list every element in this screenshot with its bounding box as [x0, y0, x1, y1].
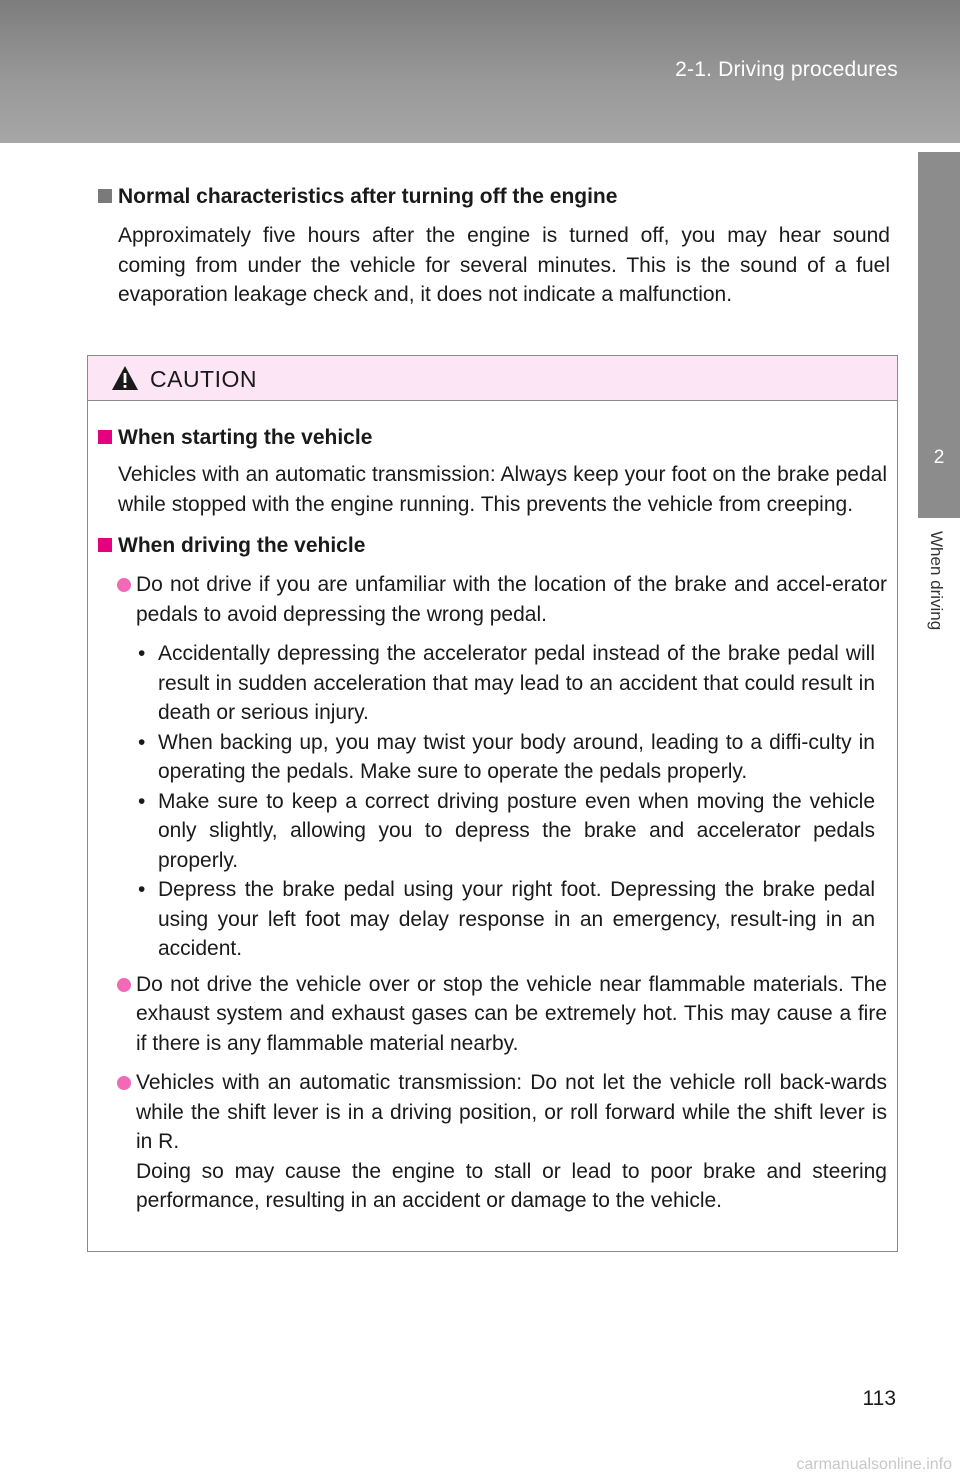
intro-text: Approximately five hours after the engine is turned off, you may hear sound coming from under the vehicle for several minutes. This is the sound of a fuel evaporation leakage check and, it does not indicate a malfunction. [118, 224, 890, 306]
caution-bullet-2: Do not drive the vehicle over or stop the vehicle near flammable materials. The exhaust system and exhaust gases can be extremely hot. This may cause a fire if there is any flammable material nearby. [98, 970, 887, 1059]
section-title: 2-1. Driving procedures [675, 58, 898, 81]
list-item: • Accidentally depressing the accelerator pedal instead of the brake pedal will result in sudden acceleration that may lead to an accident that could result in death or serious injury. [136, 639, 875, 728]
intro-section [98, 182, 890, 310]
warning-triangle-icon [111, 365, 139, 391]
caution-header [88, 356, 897, 401]
caution-bullet-3: Vehicles with an automatic transmission: Do not let the vehicle roll back-wards while the shift lever is in a driving position, or roll forward while the shift lever is in R. Doing so may cause the engine to stall or lead to poor brake and steering performance, resulting in an accident or damage to the vehicle. [98, 1068, 887, 1216]
page-header [0, 0, 960, 143]
square-bullet-icon [98, 189, 112, 203]
caution-heading-driving: When driving the vehicle [98, 531, 887, 560]
list-item: • Depress the brake pedal using your right foot. Depressing the brake pedal using your left foot may delay response in an emergency, result-ing in an accident. [136, 875, 875, 964]
chapter-label-container [918, 527, 960, 667]
watermark: carmanualsonline.info [796, 1456, 952, 1473]
caution-box [87, 355, 898, 1252]
list-item: • Make sure to keep a correct driving posture even when moving the vehicle only slightly, allowing you to depress the brake and accelerator pedals properly. [136, 787, 875, 876]
page-number: 113 [862, 1387, 896, 1410]
chapter-number: 2 [933, 447, 945, 468]
square-bullet-icon [98, 538, 112, 552]
circle-bullet-icon [117, 578, 131, 592]
caution-sub-list [136, 639, 887, 964]
chapter-label: When driving [927, 531, 946, 631]
caution-body [88, 401, 897, 1216]
caution-starting-text: Vehicles with an automatic transmission: Always keep your foot on the brake pedal while stopped with the engine running. This prevents the vehicle from creeping. [118, 463, 887, 516]
chapter-tab [918, 152, 960, 518]
caution-title: CAUTION [150, 366, 257, 392]
square-bullet-icon [98, 430, 112, 444]
list-item: • When backing up, you may twist your body around, leading to a diffi-culty in operating the pedals. Make sure to operate the pedals properly. [136, 728, 875, 787]
intro-heading: Normal characteristics after turning off the engine [98, 182, 890, 211]
caution-heading-starting: When starting the vehicle [98, 423, 887, 452]
caution-bullet-1: Do not drive if you are unfamiliar with the location of the brake and accel-erator pedals to avoid depressing the wrong pedal. [98, 570, 887, 629]
circle-bullet-icon [117, 1076, 131, 1090]
circle-bullet-icon [117, 978, 131, 992]
